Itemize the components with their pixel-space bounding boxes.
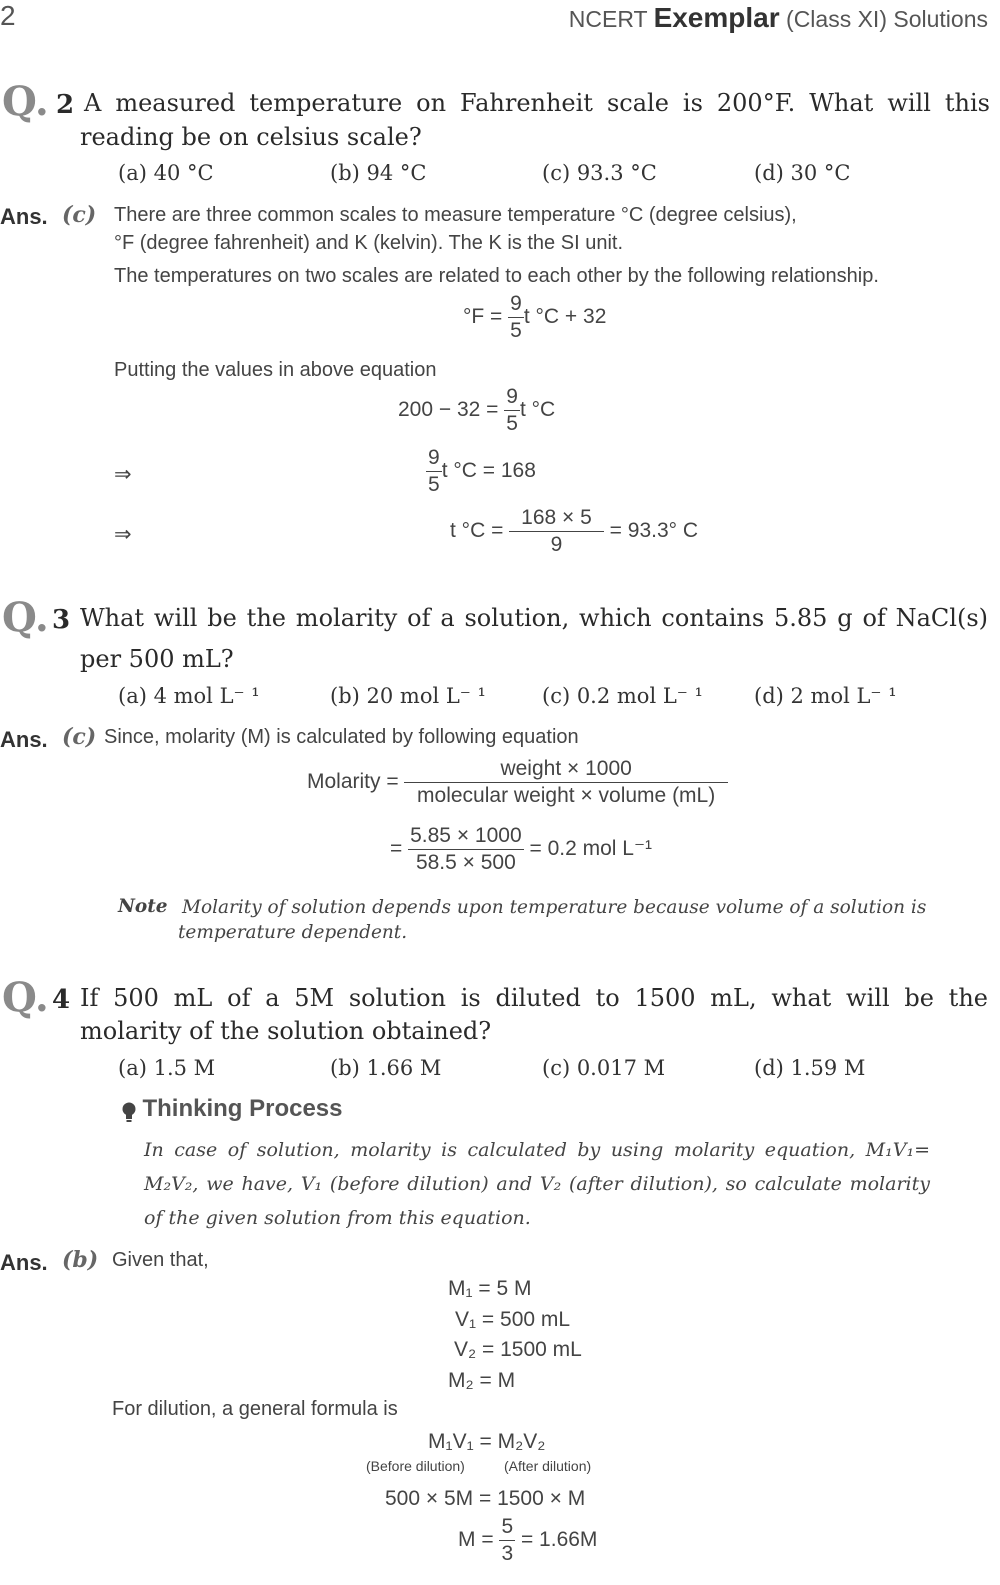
option-q3-c: (c) 0.2 mol L⁻ ¹: [542, 684, 703, 708]
header-prefix: NCERT: [568, 6, 654, 32]
given-text: Given that,: [112, 1249, 209, 1271]
before-dilution-label: (Before dilution): [366, 1458, 465, 1474]
equation-step: $\frac{9}{5}$ t °C = 168: [428, 446, 536, 496]
option-q2-d: (d) 30 °C: [754, 161, 851, 185]
answer-letter-q3: (c): [62, 724, 97, 750]
thinking-process-title: Thinking Process: [142, 1095, 343, 1122]
note-q3-line2: temperature dependent.: [178, 922, 408, 943]
equation-molarity-calc: = $\frac{5.85 \times 1000}{58.5 \times 500}$ = 0.2 mol L⁻¹: [390, 824, 653, 874]
option-q2-a: (a) 40 °C: [118, 161, 214, 185]
answer-label-q4: Ans.: [0, 1250, 48, 1275]
question-text-q2-line1: A measured temperature on Fahrenheit scale is 200°F. What will this: [84, 89, 990, 117]
question-number-q2: 2: [56, 90, 75, 120]
dilution-result: M = $\frac{5}{3}$ = 1.66M: [458, 1515, 598, 1565]
question-text-q4-line1: If 500 mL of a 5M solution is diluted to 1500 mL, what will be the: [80, 984, 988, 1012]
equation-fahrenheit: °F = $\frac{9}{5}$ t °C + 32: [463, 292, 607, 342]
option-q3-b: (b) 20 mol L⁻ ¹: [330, 684, 486, 708]
given-m2: M₂ = M: [448, 1369, 516, 1392]
question-marker-q4: Q.: [2, 974, 49, 1021]
option-q3-d: (d) 2 mol L⁻ ¹: [754, 684, 897, 708]
running-header: [569, 2, 988, 34]
question-marker-q3: Q.: [2, 594, 49, 641]
header-suffix: (Class XI) Solutions: [779, 6, 988, 32]
option-q3-a: (a) 4 mol L⁻ ¹: [118, 684, 260, 708]
after-dilution-label: (After dilution): [504, 1458, 592, 1474]
equation-substitution: 200 − 32 = $\frac{9}{5}$ t °C: [398, 385, 556, 435]
answer-text-q2-line2: °F (degree fahrenheit) and K (kelvin). The K is the SI unit.: [114, 232, 623, 254]
option-q2-b: (b) 94 °C: [330, 161, 427, 185]
question-number-q3: 3: [52, 605, 71, 635]
implies-arrow-2: ⇒: [114, 523, 132, 546]
answer-letter-q2: (c): [62, 202, 97, 228]
header-bold: Exemplar: [653, 2, 780, 33]
answer-label-q2: Ans.: [0, 204, 48, 229]
answer-text-q3-line1: Since, molarity (M) is calculated by following equation: [104, 726, 579, 748]
thinking-process-text: In case of solution, molarity is calculated by using molarity equation, M₁V₁= M₂V₂, we have, V₁ (before dilution) and V₂ (after dilution), so calculate molarity of the given solution from this equation.: [144, 1139, 930, 1229]
option-q4-b: (b) 1.66 M: [330, 1056, 442, 1080]
answer-label-q3: Ans.: [0, 727, 48, 752]
option-q4-d: (d) 1.59 M: [754, 1056, 866, 1080]
answer-text-q2-line3: The temperatures on two scales are related to each other by the following relationship.: [114, 265, 879, 287]
note-q3-line1: Molarity of solution depends upon temperature because volume of a solution is: [182, 897, 927, 918]
given-v1: V₁ = 500 mL: [455, 1308, 571, 1331]
question-text-q2-line2: reading be on celsius scale?: [80, 123, 422, 151]
page-number: 2: [0, 0, 16, 31]
implies-arrow-1: ⇒: [114, 463, 132, 486]
option-q2-c: (c) 93.3 °C: [542, 161, 657, 185]
equation-molarity-definition: Molarity = $\frac{\text{weight × 1000}}{\text{molecular weight × volume (mL)}}$: [307, 756, 728, 809]
question-text-q3-line1: What will be the molarity of a solution, which contains 5.85 g of NaCl(s): [80, 604, 988, 632]
question-text-q3-line2: per 500 mL?: [80, 645, 234, 673]
dilution-intro: For dilution, a general formula is: [112, 1398, 398, 1420]
equation-result: t °C = $\frac{168 \times 5}{9}$ = 93.3° C: [450, 506, 699, 556]
thinking-process-header: [120, 1095, 343, 1124]
lightbulb-icon: [120, 1100, 138, 1124]
option-q4-a: (a) 1.5 M: [118, 1056, 216, 1080]
given-v2: V₂ = 1500 mL: [454, 1338, 582, 1361]
putting-values-text: Putting the values in above equation: [114, 359, 437, 381]
dilution-formula: M₁V₁ = M₂V₂: [428, 1430, 546, 1453]
option-q4-c: (c) 0.017 M: [542, 1056, 666, 1080]
dilution-calc: 500 × 5M = 1500 × M: [385, 1487, 586, 1510]
answer-text-q2-line1: There are three common scales to measure temperature °C (degree celsius),: [114, 204, 797, 226]
question-text-q4-line2: molarity of the solution obtained?: [80, 1017, 492, 1045]
note-q3: Note: [118, 896, 168, 917]
given-m1: M₁ = 5 M: [448, 1277, 532, 1300]
answer-letter-q4: (b): [62, 1247, 99, 1273]
question-number-q4: 4: [52, 985, 71, 1015]
question-marker-q2: Q.: [2, 78, 49, 125]
